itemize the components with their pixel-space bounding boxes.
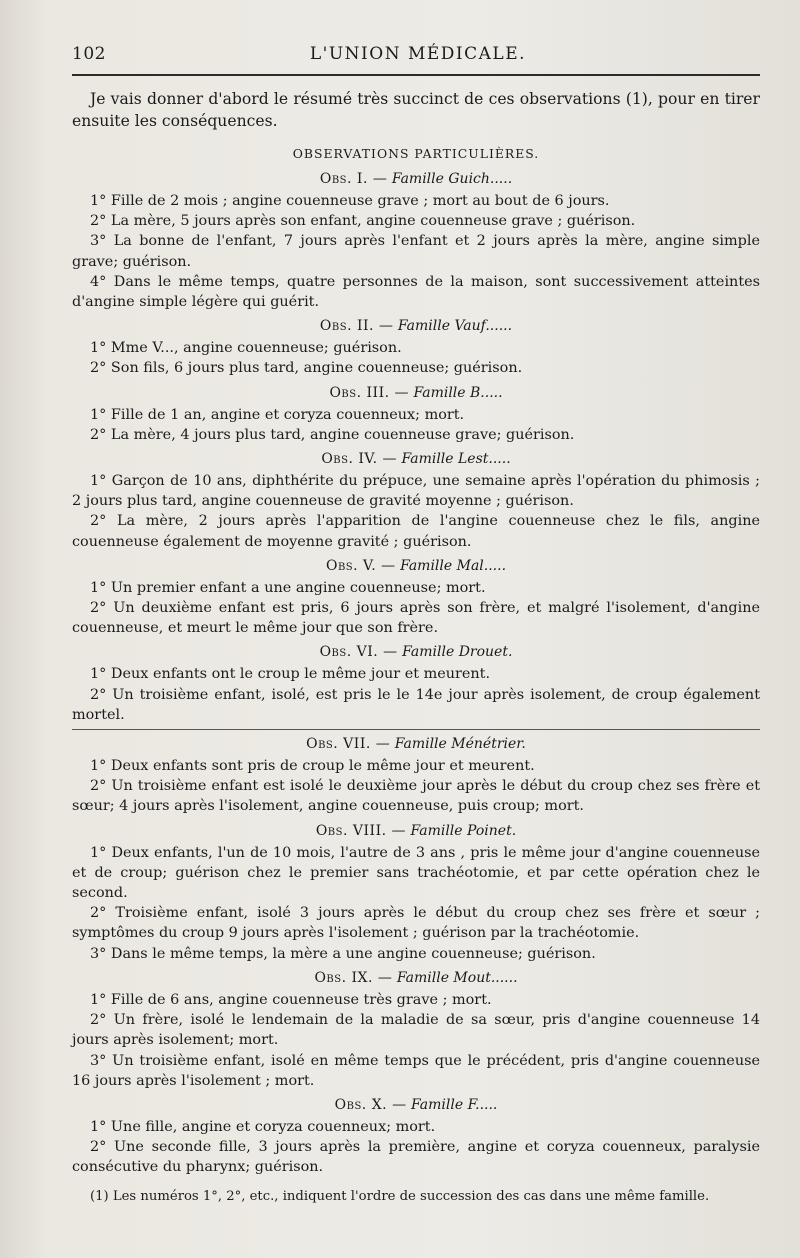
observation-item: 2° Un troisième enfant est isolé le deuxième jour après le début du croup chez ses frère et sœur; 4 jours après l'isolement, angine couenneuse, puis croup; mort. — [72, 778, 760, 815]
observation-item: 2° La mère, 2 jours après l'apparition de l'angine couenneuse chez le fils, angine couenneuse également de moyenne gravité ; guérison. — [72, 513, 760, 550]
observation-block — [72, 318, 760, 378]
page-number: 102 — [72, 44, 106, 64]
observation-item: 4° Dans le même temps, quatre personnes de la maison, sont successivement atteintes d'angine simple légère qui guérit. — [72, 273, 760, 311]
observation-item: 1° Une fille, angine et coryza couenneux; mort. — [90, 1118, 436, 1135]
observation-item: 2° La mère, 5 jours après son enfant, angine couenneuse grave ; guérison. — [90, 213, 636, 230]
observation-item: 1° Garçon de 10 ans, diphthérite du prépuce, une semaine après l'opération du phimosis ; 2 jours plus tard, angine couenneuse de gravité moyenne ; guérison. — [72, 473, 760, 510]
observation-block — [72, 1097, 760, 1178]
observation-item: 3° Dans le même temps, la mère a une angine couenneuse; guérison. — [90, 945, 596, 962]
observation-label: Obs. III. — — [329, 384, 410, 401]
observation-item: 1° Deux enfants ont le croup le même jour et meurent. — [90, 666, 491, 683]
header-rule — [72, 74, 760, 76]
journal-title: L'UNION MÉDICALE. — [309, 44, 527, 64]
observation-item: 1° Fille de 2 mois ; angine couenneuse grave ; mort au bout de 6 jours. — [90, 193, 610, 209]
observation-label: Obs. VIII. — — [315, 822, 407, 839]
observation-label: Obs. II. — — [319, 318, 394, 335]
observation-label: Obs. VII. — — [306, 736, 391, 753]
observation-item: 3° La bonne de l'enfant, 7 jours après l'enfant et 2 jours après la mère, angine simple grave; guérison. — [72, 233, 760, 270]
observation-family: Famille Mout...... — [396, 969, 518, 986]
section-divider — [72, 729, 760, 730]
page-header — [72, 44, 760, 64]
observation-block — [72, 736, 760, 817]
observation-family: Famille Vauf...... — [397, 318, 513, 335]
observation-block — [72, 970, 760, 1091]
observation-title — [72, 823, 760, 839]
observation-item: 2° Un deuxième enfant est pris, 6 jours après son frère, et malgré l'isolement, d'angine couenneuse, et meurt le même jour que son frère. — [72, 600, 760, 637]
observation-block — [72, 171, 760, 312]
observation-item: 1° Mme V..., angine couenneuse; guérison. — [90, 340, 402, 357]
observations-list — [72, 171, 760, 1178]
observation-family: Famille F..... — [411, 1096, 498, 1113]
observation-family: Famille Lest..... — [401, 451, 511, 468]
intro-paragraph: Je vais donner d'abord le résumé très succinct de ces observations (1), pour en tirer ensuite les conséquences. — [72, 90, 760, 130]
observation-family: Famille Poinet. — [410, 822, 517, 839]
observation-title — [72, 736, 760, 752]
observation-title — [72, 451, 760, 467]
observation-item: 1° Deux enfants sont pris de croup le même jour et meurent. — [90, 758, 535, 775]
observation-label: Obs. IX. — — [314, 969, 393, 986]
observation-title — [72, 644, 760, 660]
observation-item: 2° Un frère, isolé le lendemain de la maladie de sa sœur, pris d'angine couenneuse 14 jours après isolement; mort. — [72, 1012, 760, 1049]
observation-title — [72, 171, 760, 187]
footnote: (1) Les numéros 1°, 2°, etc., indiquent l'ordre de succession des cas dans une même famille. — [90, 1188, 710, 1204]
observation-item: 3° Un troisième enfant, isolé en même temps que le précédent, pris d'angine couenneuse 16 jours après l'isolement ; mort. — [72, 1052, 760, 1089]
observation-title — [72, 970, 760, 986]
observation-item: 2° Une seconde fille, 3 jours après la première, angine et coryza couenneux, paralysie consécutive du pharynx; guérison. — [72, 1139, 760, 1176]
observation-item: 2° La mère, 4 jours plus tard, angine couenneuse grave; guérison. — [90, 426, 575, 443]
observation-title — [72, 1097, 760, 1113]
observation-block — [72, 451, 760, 552]
observation-block — [72, 823, 760, 964]
observation-item: 1° Fille de 1 an, angine et coryza couenneux; mort. — [90, 406, 465, 423]
observation-label: Obs. X. — — [334, 1096, 407, 1113]
observation-title — [72, 385, 760, 401]
observation-block — [72, 385, 760, 445]
observation-block — [72, 644, 760, 725]
observation-item: 1° Fille de 6 ans, angine couenneuse très grave ; mort. — [90, 991, 492, 1008]
observation-title — [72, 318, 760, 334]
observation-item: 2° Troisième enfant, isolé 3 jours après le début du croup chez ses frère et sœur ; symptômes du croup 9 jours après l'isolement ; guérison par la trachéotomie. — [72, 905, 760, 942]
observation-title — [72, 558, 760, 574]
observation-item: 2° Son fils, 6 jours plus tard, angine couenneuse; guérison. — [90, 360, 523, 377]
observation-label: Obs. I. — — [319, 171, 388, 187]
observation-block — [72, 558, 760, 639]
section-title: OBSERVATIONS PARTICULIÈRES. — [292, 146, 540, 161]
observation-item: 2° Un troisième enfant, isolé, est pris le le 14e jour après isolement, de croup également mortel. — [72, 686, 760, 723]
observation-family: Famille Mal..... — [400, 557, 507, 574]
observation-item: 1° Un premier enfant a une angine couenneuse; mort. — [90, 579, 486, 596]
observation-label: Obs. IV. — — [321, 451, 397, 468]
observation-family: Famille Guich..... — [391, 171, 513, 187]
observation-family: Famille B..... — [413, 384, 503, 401]
observation-family: Famille Ménétrier. — [394, 736, 526, 753]
observation-family: Famille Drouet. — [402, 644, 513, 661]
observation-label: Obs. VI. — — [319, 644, 398, 661]
observation-label: Obs. V. — — [325, 557, 396, 574]
observation-item: 1° Deux enfants, l'un de 10 mois, l'autre de 3 ans , pris le même jour d'angine couenneuse et de croup; guérison chez le premier sans trachéotomie, et par cette opération chez le second. — [72, 844, 760, 902]
